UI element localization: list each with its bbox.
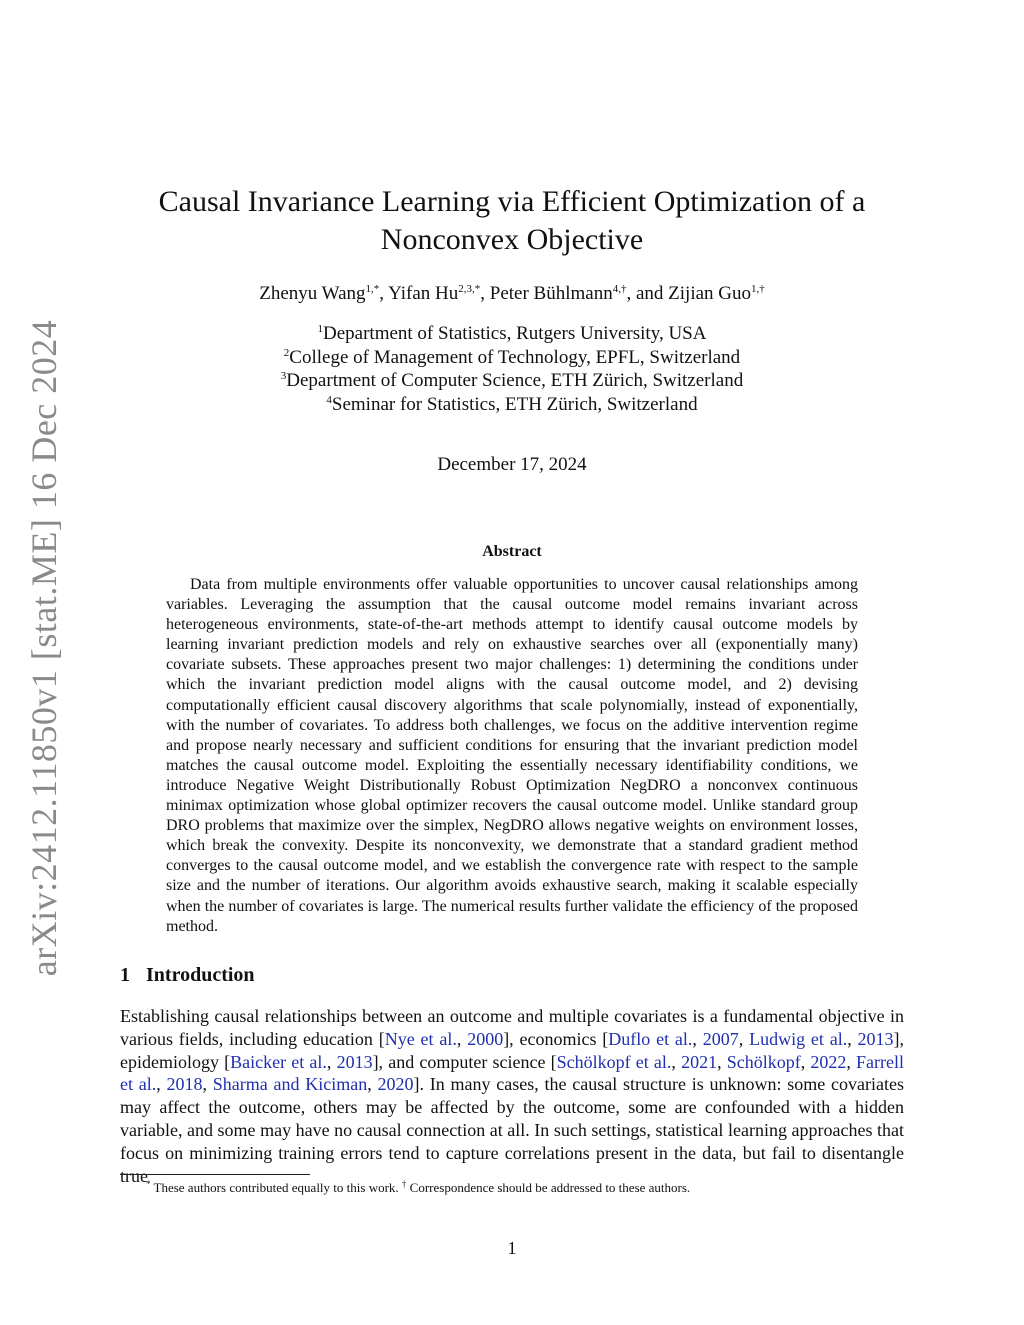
citation-link[interactable]: Sharma and Kiciman: [212, 1074, 368, 1095]
paragraph-text: ,: [367, 1074, 378, 1095]
paragraph-text: ,: [846, 1051, 857, 1072]
citation-link[interactable]: 2013: [857, 1028, 894, 1049]
citation-link[interactable]: Baicker et al.: [230, 1051, 327, 1072]
paragraph-text: ,: [738, 1028, 750, 1049]
paper-date: December 17, 2024: [437, 454, 587, 475]
section-number: 1: [120, 964, 130, 986]
author-name: Peter Bühlmann: [489, 283, 613, 304]
author-affiliation-marks: 1,†: [751, 283, 765, 295]
footnote: [146, 1180, 690, 1196]
paragraph-text: ,: [692, 1028, 703, 1049]
author-separator: , and: [626, 283, 669, 304]
section-title: Introduction: [146, 964, 255, 986]
paragraph-text: ], and computer science [: [372, 1051, 557, 1072]
paper-title: Causal Invariance Learning via Efficient Optimization of a Nonconvex Objective: [158, 185, 866, 256]
citation-link[interactable]: 2021: [681, 1051, 718, 1072]
affiliation-text: Department of Computer Science, ETH Zürich, Switzerland: [286, 370, 744, 391]
paragraph-text: ,: [717, 1051, 727, 1072]
citation-link[interactable]: Farrell et al.: [120, 1051, 905, 1095]
author-separator: ,: [379, 283, 389, 304]
citation-link[interactable]: 2022: [810, 1051, 847, 1072]
author-name: Yifan Hu: [388, 283, 459, 304]
affiliation-list: [120, 322, 904, 416]
arxiv-identifier: arXiv:2412.11850v1 [stat.ME] 16 Dec 2024: [24, 319, 64, 977]
citation-link[interactable]: 2000: [467, 1028, 504, 1049]
affiliation-number: 1: [317, 323, 323, 335]
affiliation-line: [120, 322, 904, 346]
paragraph-text: ,: [671, 1051, 682, 1072]
introduction-paragraph: [120, 1005, 904, 1187]
paragraph-text: ,: [847, 1028, 858, 1049]
paragraph-text: ], epidemiology [: [120, 1028, 905, 1072]
paragraph-text: ,: [456, 1028, 468, 1049]
citation-link[interactable]: Schölkopf et al.: [556, 1051, 672, 1072]
author-affiliation-marks: 1,*: [365, 283, 380, 295]
paragraph-text: ]. In many cases, the causal structure is unknown: some covariates may affect the outcome, others may be affected by the outcome, some are confounded with a hidden variable, and some may have no causal connection at all. In such settings, statistical learning approaches that focus on minimizing training errors tend to capture correlations present in the data, but fail to disentangle true: [120, 1074, 905, 1186]
footnote-text-correspondence: Correspondence should be addressed to these authors.: [406, 1180, 691, 1195]
citation-link[interactable]: 2018: [166, 1074, 203, 1095]
paragraph-text: ,: [202, 1074, 213, 1095]
author-name: Zijian Guo: [668, 283, 752, 304]
citation-link[interactable]: Nye et al.: [384, 1028, 457, 1049]
citation-link[interactable]: 2020: [377, 1074, 414, 1095]
affiliation-line: [120, 369, 904, 393]
abstract-heading: Abstract: [482, 543, 542, 560]
citation-link[interactable]: Ludwig et al.: [749, 1028, 848, 1049]
paragraph-text: ,: [326, 1051, 337, 1072]
author-affiliation-marks: 2,3,*: [458, 283, 481, 295]
footnote-text-equal: These authors contributed equally to this work.: [150, 1180, 402, 1195]
author-list: [120, 281, 904, 307]
section-heading: [120, 964, 255, 987]
citation-link[interactable]: Schölkopf: [726, 1051, 801, 1072]
author-name: Zhenyu Wang: [259, 283, 366, 304]
affiliation-line: [120, 346, 904, 370]
affiliation-text: Seminar for Statistics, ETH Zürich, Switzerland: [331, 393, 698, 415]
footnote-mark-equal: *: [146, 1179, 151, 1189]
paragraph-text: ,: [156, 1074, 167, 1095]
citation-link[interactable]: 2013: [336, 1051, 373, 1072]
affiliation-text: College of Management of Technology, EPFL, Switzerland: [289, 346, 741, 368]
affiliation-line: [120, 393, 904, 417]
affiliation-number: 3: [280, 370, 287, 382]
paragraph-text: ], economics [: [503, 1028, 609, 1049]
affiliation-number: 2: [283, 346, 290, 359]
affiliation-number: 4: [326, 393, 332, 406]
author-affiliation-marks: 4,†: [612, 283, 627, 295]
affiliation-text: Department of Statistics, Rutgers University, USA: [323, 323, 707, 344]
author-separator: ,: [480, 283, 490, 304]
citation-link[interactable]: Duflo et al.: [608, 1028, 693, 1049]
footnote-mark-correspondence: †: [401, 1179, 407, 1189]
paragraph-text: ,: [800, 1051, 811, 1072]
abstract-text: Data from multiple environments offer valuable opportunities to uncover causal relationships among variables. Leveraging the assumption that the causal outcome model remains invariant across heterogeneous environments, state-of-the-art methods attempt to identify causal outcome models by learning invariant prediction models and rely on exhaustive searches over all (exponentially many) covariate subsets. These approaches present two major challenges: 1) determining the conditions under which the invariant prediction model aligns with the causal outcome model, and 2) devising computationally efficient causal discovery algorithms that scale polynomially, instead of exponentially, with the number of covariates. To address both challenges, we focus on the additive intervention regime and propose nearly necessary and sufficient conditions for ensuring that the invariant prediction model matches the causal outcome model. Exploiting the essentially necessary identifiability conditions, we introduce Negative Weight Distributionally Robust Optimization NegDRO a nonconvex continuous minimax optimization whose global optimizer recovers the causal outcome model. Unlike standard group DRO problems that maximize over the simplex, NegDRO allows negative weights on environment losses, which break the convexity. Despite its nonconvexity, we demonstrate that a standard gradient method converges to the causal outcome model, and we establish the convergence rate with respect to the sample size and the number of iterations. Our algorithm avoids exhaustive search, making it scalable especially when the number of covariates is large. The numerical results further validate the efficiency of the proposed method.: [166, 576, 858, 935]
paragraph-text: Establishing causal relationships between an outcome and multiple covariates is a fundamental objective in various fields, including education [: [120, 1006, 904, 1049]
footnote-divider: [120, 1174, 310, 1175]
citation-link[interactable]: 2007: [702, 1028, 739, 1049]
page-number: 1: [507, 1238, 517, 1258]
